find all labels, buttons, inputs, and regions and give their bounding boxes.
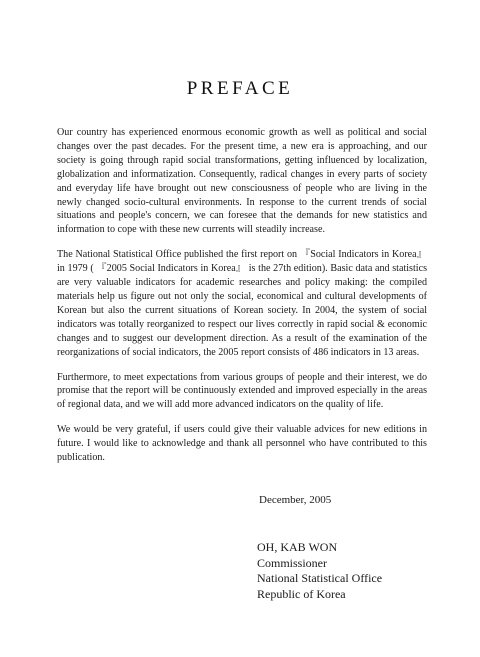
signatory-organization: National Statistical Office <box>257 571 383 585</box>
paragraph-1: Our country has experienced enormous economic growth as well as political and social changes over the past decades. For the present time, a new era is approaching, and our society is going through rapid social transformations, getting influenced by localization, globalization and informatization. Consequently, radical changes in every parts of society and everyday life have brought out new consciousness of people who are living in the newly changed socio-cultural environments. In response to the current trends of social situations and people's concern, we can foresee that the demands for new statistics and information to cope with these new currents will steadily increase. <box>57 127 427 236</box>
preface-body <box>57 126 427 476</box>
preface-date: December, 2005 <box>259 494 332 506</box>
paragraph-2: The National Statistical Office published the first report on 『Social Indicators in Korea』 in 1979 ( 『2005 Social Indicators in Korea』 is the 27th edition). Basic data and statistics are very valuable indicators for academic researches and policy making: the compiled materials help us figure out not only the social, economical and cultural developments of Korean but also the current situations of Korean society. In 2004, the system of social indicators was totally reorganized to respect our lives correctly in rapid social & economic changes and to suggest our development direction. As a result of the examination of the reorganizations of social indicators, the 2005 report consists of 486 indicators in 13 areas. <box>57 249 427 358</box>
signatory-name: OH, KAB WON <box>257 540 338 554</box>
paragraph-4: We would be very grateful, if users could give their valuable advices for new editions in future. I would like to acknowledge and thank all personnel who have contributed to this publication. <box>57 424 427 464</box>
signatory-position: Commissioner <box>257 555 328 570</box>
page-title: PREFACE <box>186 78 294 99</box>
signatory-country: Republic of Korea <box>257 586 346 601</box>
paragraph-3: Furthermore, to meet expectations from various groups of people and their interest, we do promise that the report will be continuously extended and improved especially in the areas of regional data, and we will add more advanced indicators on the quality of life. <box>57 371 427 411</box>
signature-block <box>257 540 382 602</box>
